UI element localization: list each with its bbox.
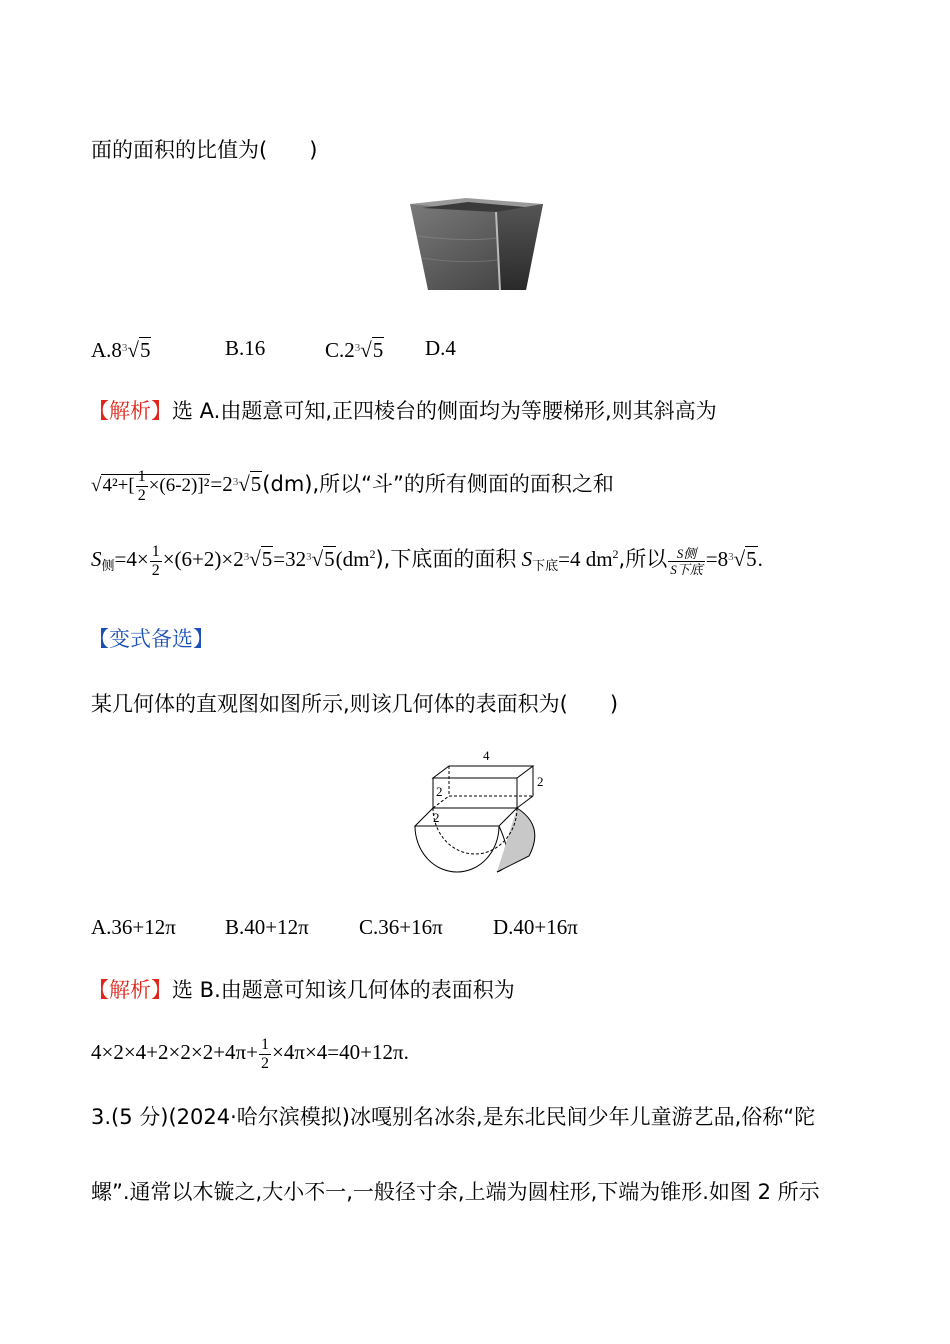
option-d: D.4: [425, 336, 456, 360]
label-bottom: 2: [433, 810, 440, 825]
question-3-line-1: 3.(5 分)(2024·哈尔滨模拟)冰嘎别名冰尜,是东北民间少年儿童游艺品,俗称“陀: [91, 1105, 816, 1129]
variant-heading: 【变式备选】: [88, 627, 214, 651]
solution-2-line-2: 4×2×4+2×2×2+4π+ $\frac{1}{2}$ ×4π×4=40+12π.: [91, 1035, 409, 1072]
solution-2-line-1: 【解析】选 B.由题意可知该几何体的表面积为: [88, 978, 515, 1002]
label-right: 2: [537, 774, 544, 789]
option-d: D.40+16π: [493, 915, 578, 939]
label-top: 4: [483, 748, 490, 763]
option-c: C.36+16π: [359, 915, 443, 939]
solution-1-line-3: $S_侧=4\times$ $\frac{1}{2}$ $\times(6+2)\times 2^3√5=32^3√5(dm^2)$,下底面的面积 $S_{下底}=4$ $dm^2$,所以 $\frac{\text{S侧}}{\text{S下底}}$ $=8^3√5$.: [91, 542, 763, 579]
question-tail: 面的面积的比值为( ): [91, 138, 318, 162]
geometry-figure: [405, 746, 555, 878]
solution-tag: 【解析】: [88, 978, 172, 1002]
option-a: A.36+12π: [91, 915, 176, 939]
option-c: $C.2^3√5$: [325, 338, 384, 362]
option-a: $A.8^3√5$: [91, 338, 151, 362]
sqrt-expression: √4²+[ $\frac{1}{2}$ ×(6-2)]²: [91, 468, 210, 505]
question-2: 某几何体的直观图如图所示,则该几何体的表面积为( ): [91, 692, 619, 716]
solution-1-line-2: √4²+[ $\frac{1}{2}$ $\times(6-2)]^2=2^3√5(dm)$,所以“斗”的所有侧面的面积之和: [91, 462, 614, 506]
option-b: B.16: [225, 336, 266, 360]
wooden-dou-photo: [408, 196, 545, 292]
option-b: B.40+12π: [225, 915, 309, 939]
label-front: 2: [436, 784, 443, 799]
question-3-line-2: 螺”.通常以木镟之,大小不一,一般径寸余,上端为圆柱形,下端为锥形.如图 2 所示: [91, 1180, 820, 1204]
solution-1-line-1: 【解析】选 A.由题意可知,正四棱台的侧面均为等腰梯形,则其斜高为: [88, 399, 717, 423]
solution-tag: 【解析】: [88, 399, 172, 423]
